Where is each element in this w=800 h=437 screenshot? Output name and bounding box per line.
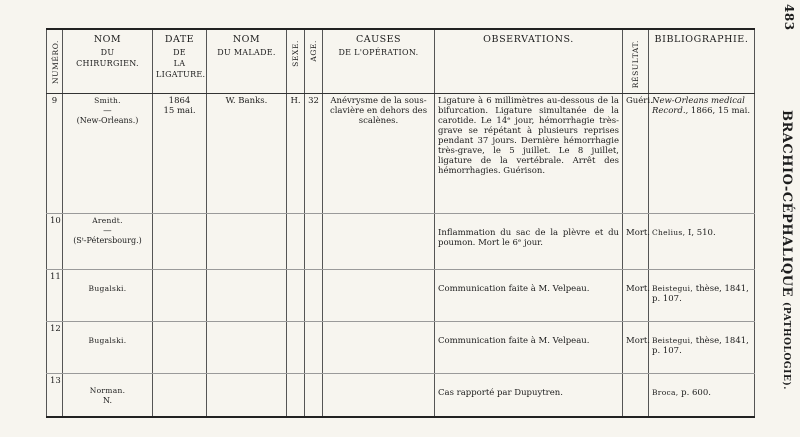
result-text: Mort. [623, 322, 649, 374]
running-title [772, 110, 794, 391]
bibliography-source: Chelius, [652, 228, 686, 238]
header-observations: OBSERVATIONS. [435, 29, 623, 94]
bibliography-source: Broca, [652, 388, 679, 398]
running-title-main: BRACHIO-CÉPHALIQUE [779, 110, 794, 297]
patient-sex [287, 270, 305, 322]
patient-sex [287, 214, 305, 270]
operation-cause: Anévrysme de la sous-clavière en dehors des scalènes. [323, 94, 435, 214]
ligature-date [153, 94, 207, 214]
bibliography-cell [649, 214, 755, 270]
bibliography-cell [649, 94, 755, 214]
bibliography-cell [649, 374, 755, 417]
surgeon-city: (New-Orleans.) [76, 116, 139, 126]
surgeon-cell [63, 94, 153, 214]
observation-text: Ligature à 6 millimètres au-dessous de la bifurcation. Ligature simultanée de la carotide. Le 14ᵉ jour, hémorrhagie très-grave se répétant à plusieurs reprises pendant 37 jours. Dernière hémorrhagie très-grave, le 5 juillet. Le 8 juillet, ligature de la vertébrale. Arrêt des hémorrhagies. Guérison. [435, 94, 623, 214]
observation-text: Communication faite à M. Velpeau. [435, 322, 623, 374]
ligature-register-table [46, 28, 755, 418]
surgeon-name: Bugalski. [88, 336, 127, 346]
row-number: 12 [47, 322, 63, 374]
ligature-date [153, 374, 207, 417]
page-number: 483 [782, 4, 796, 31]
patient-age [305, 270, 323, 322]
patient-sex [287, 322, 305, 374]
surgeon-dash: — [103, 106, 112, 117]
operation-cause [323, 322, 435, 374]
operation-cause [323, 270, 435, 322]
surgeon-city: (Sᵗ-Pétersbourg.) [73, 236, 142, 246]
header-surgeon: NOM DU CHIRURGIEN. [63, 29, 153, 94]
header-patient: NOM DU MALADE. [207, 29, 287, 94]
row-number: 10 [47, 214, 63, 270]
ligature-date [153, 322, 207, 374]
table-row [47, 374, 755, 417]
observation-text: Communication faite à M. Velpeau. [435, 270, 623, 322]
surgeon-cell [63, 270, 153, 322]
row-number: 13 [47, 374, 63, 417]
result-text [623, 374, 649, 417]
operation-cause [323, 374, 435, 417]
header-result: RÉSULTAT. [623, 29, 649, 94]
patient-age [305, 374, 323, 417]
header-date: DATE DE LA LIGATURE. [153, 29, 207, 94]
patient-name [207, 374, 287, 417]
ligature-date [153, 214, 207, 270]
table-row [47, 214, 755, 270]
ligature-year: 1864 [168, 96, 191, 107]
bibliography-ref: I, 510. [687, 228, 716, 239]
bibliography-source: Beistegui, [652, 336, 694, 346]
bibliography-ref: p. 600. [681, 388, 711, 399]
patient-age [305, 322, 323, 374]
bibliography-ref: 1866, 15 mai. [690, 106, 751, 117]
surgeon-name: Smith. [94, 96, 121, 106]
surgeon-cell [63, 214, 153, 270]
patient-name [207, 322, 287, 374]
bibliography-ref: thèse, 1841, p. 107. [652, 284, 749, 305]
running-title-sub: (PATHOLOGIE). [781, 302, 791, 391]
observation-text: Cas rapporté par Dupuytren. [435, 374, 623, 417]
patient-age: 32 [305, 94, 323, 214]
patient-sex [287, 374, 305, 417]
operation-cause [323, 214, 435, 270]
surgeon-name: Bugalski. [88, 284, 127, 294]
patient-age [305, 214, 323, 270]
row-number: 9 [47, 94, 63, 214]
result-text: Mort. [623, 214, 649, 270]
patient-name [207, 214, 287, 270]
bibliography-source: Beistegui, [652, 284, 694, 294]
surgeon-dash: — [103, 226, 112, 237]
observation-text: Inflammation du sac de la plèvre et du poumon. Mort le 6ᵉ jour. [435, 214, 623, 270]
table-header-row [47, 29, 755, 94]
surgeon-cell [63, 374, 153, 417]
table-row [47, 94, 755, 214]
bibliography-source: New-Orleans medical Record., [652, 96, 745, 117]
header-numero: NUMÉRO. [47, 29, 63, 94]
header-age: AGE. [305, 29, 323, 94]
result-text: Guéri. [623, 94, 649, 214]
surgeon-cell [63, 322, 153, 374]
surgeon-initial: N. [102, 396, 113, 406]
bibliography-cell [649, 322, 755, 374]
patient-name [207, 270, 287, 322]
header-bibliography: BIBLIOGRAPHIE. [649, 29, 755, 94]
table-row [47, 322, 755, 374]
header-causes: CAUSES DE L'OPÉRATION. [323, 29, 435, 94]
result-text: Mort. [623, 270, 649, 322]
header-sex: SEXE. [287, 29, 305, 94]
surgeon-name: Norman. [89, 386, 126, 396]
table-row [47, 270, 755, 322]
ligature-date [153, 270, 207, 322]
surgeon-name: Arendt. [92, 216, 123, 226]
bibliography-ref: thèse, 1841, p. 107. [652, 336, 749, 357]
ligature-day: 15 mai. [163, 106, 196, 117]
patient-name: W. Banks. [207, 94, 287, 214]
bibliography-cell [649, 270, 755, 322]
row-number: 11 [47, 270, 63, 322]
patient-sex: H. [287, 94, 305, 214]
